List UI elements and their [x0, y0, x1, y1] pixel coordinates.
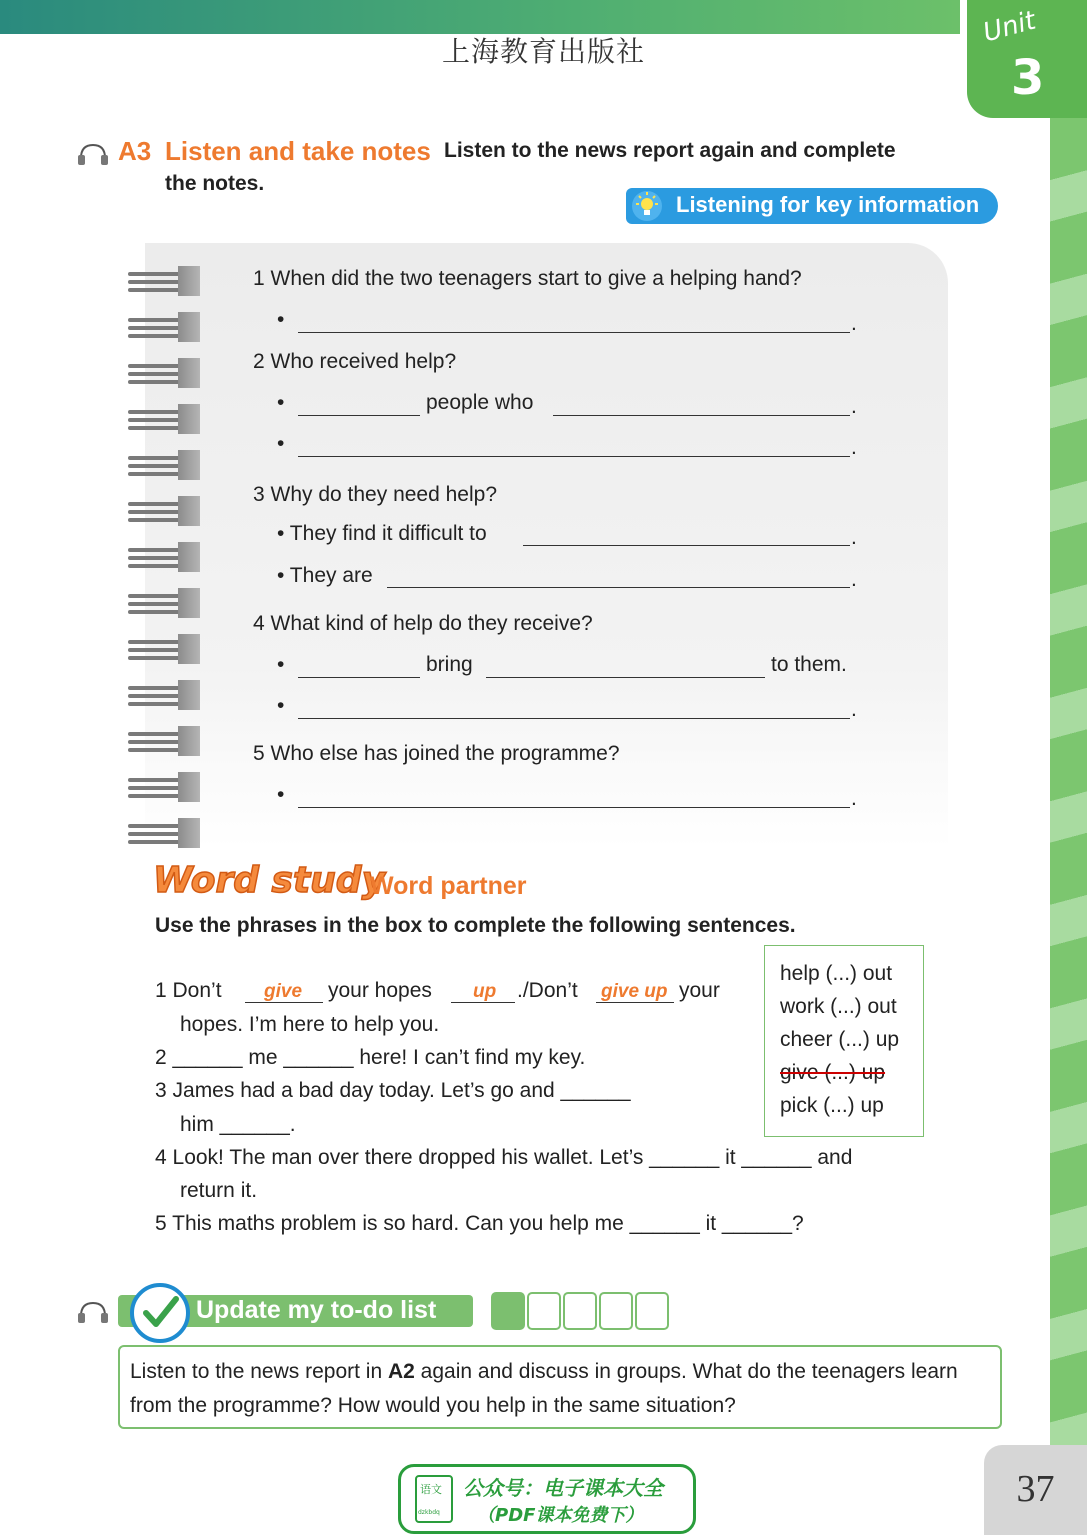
section-instruction-cont: the notes.	[165, 172, 265, 195]
spiral-ring	[128, 588, 200, 618]
sentence-1-cont: hopes. I’m here to help you.	[180, 1013, 440, 1036]
skill-badge-label: Listening for key information	[676, 192, 980, 217]
answer-line[interactable]	[523, 545, 850, 546]
publisher-name: 上海教育出版社	[441, 35, 645, 68]
question-3-bullet-1: • They find it difficult to	[277, 522, 487, 545]
spiral-ring	[128, 772, 200, 802]
headphones-icon[interactable]	[76, 142, 110, 166]
spiral-ring	[128, 404, 200, 434]
sentence-4-cont: return it.	[180, 1179, 258, 1202]
task-suffix: again and discuss in groups. What do the teenagers learn from the programme? How would you help in the same situation?	[130, 1360, 958, 1417]
bullet: •	[277, 308, 285, 331]
answer-line[interactable]	[387, 587, 850, 588]
answer-line[interactable]	[298, 456, 850, 457]
word-study-subtitle: Word partner	[370, 872, 527, 900]
question-4: 4 What kind of help do they receive?	[253, 612, 593, 635]
period: .	[851, 312, 857, 335]
bullet: •	[277, 391, 285, 414]
side-decoration-strip	[1050, 118, 1087, 1445]
answer-line[interactable]	[298, 807, 850, 808]
sentence-2: 2 ______ me ______ here! I can’t find my key.	[155, 1046, 586, 1069]
headphones-icon[interactable]	[76, 1300, 110, 1324]
section-code: A3	[118, 136, 152, 166]
progress-square	[563, 1292, 597, 1330]
task-box	[118, 1345, 1002, 1429]
book-icon-label: 语文	[420, 1483, 442, 1496]
bullet: •	[277, 694, 285, 717]
task-prefix: Listen to the news report in	[130, 1360, 388, 1383]
word-study-instruction: Use the phrases in the box to complete the following sentences.	[155, 914, 796, 937]
progress-square	[599, 1292, 633, 1330]
question-3: 3 Why do they need help?	[253, 483, 498, 506]
progress-square	[491, 1292, 525, 1330]
sentence-1-start: 1 Don’t	[155, 979, 222, 1002]
phrase-box	[764, 945, 924, 1137]
book-icon	[415, 1475, 453, 1523]
spiral-ring	[128, 680, 200, 710]
period: .	[851, 526, 857, 549]
phrase-item-used: give (...) up	[780, 1061, 886, 1084]
page-number: 37	[1016, 1468, 1055, 1510]
sentence-1-end: your	[679, 979, 720, 1002]
checkmark-icon	[130, 1283, 190, 1343]
people-who-text: people who	[426, 391, 534, 414]
spiral-ring	[128, 542, 200, 572]
task-text	[130, 1355, 996, 1423]
sentence-1-mid: your hopes	[328, 979, 432, 1002]
watermark-line-1: 公众号：电子课本大全	[463, 1476, 663, 1500]
answer-line[interactable]	[298, 332, 850, 333]
phrase-item: pick (...) up	[780, 1094, 884, 1117]
page-number-tab	[984, 1445, 1087, 1535]
spiral-ring	[128, 496, 200, 526]
to-them-text: to them.	[771, 653, 847, 676]
spiral-ring	[128, 266, 200, 296]
question-3-bullet-2: • They are	[277, 564, 373, 587]
section-title: Listen and take notes	[165, 136, 431, 166]
bullet: •	[277, 432, 285, 455]
lightbulb-icon	[632, 191, 662, 221]
phrase-item: cheer (...) up	[780, 1028, 900, 1051]
spiral-ring	[128, 726, 200, 756]
period: .	[851, 395, 857, 418]
period: .	[851, 568, 857, 591]
progress-square	[635, 1292, 669, 1330]
question-1: 1 When did the two teenagers start to give a helping hand?	[253, 267, 802, 290]
sentence-5: 5 This maths problem is so hard. Can you help me ______ it ______?	[155, 1212, 804, 1235]
bring-text: bring	[426, 653, 473, 676]
period: .	[851, 436, 857, 459]
answer-line[interactable]	[553, 415, 850, 416]
unit-number: 3	[1011, 50, 1045, 106]
bullet: •	[277, 783, 285, 806]
spiral-ring	[128, 634, 200, 664]
sentence-3: 3 James had a bad day today. Let’s go and ______	[155, 1079, 631, 1102]
example-answer: give up	[601, 981, 668, 1002]
watermark-line-2: （PDF课本免费下）	[477, 1505, 644, 1526]
answer-line[interactable]	[486, 677, 765, 678]
bullet: •	[277, 653, 285, 676]
task-ref: A2	[387, 1360, 415, 1383]
skill-badge	[626, 188, 998, 224]
spiral-ring	[128, 358, 200, 388]
example-answer: give	[264, 981, 303, 1002]
watermark-badge	[398, 1464, 696, 1534]
progress-square	[527, 1292, 561, 1330]
spiral-ring	[128, 818, 200, 848]
answer-line[interactable]	[298, 718, 850, 719]
phrase-item: help (...) out	[780, 962, 893, 985]
spiral-ring	[128, 450, 200, 480]
unit-tab	[967, 0, 1087, 118]
todo-title: Update my to-do list	[196, 1296, 437, 1324]
sentence-4: 4 Look! The man over there dropped his wallet. Let’s ______ it ______ and	[155, 1146, 853, 1169]
period: .	[851, 787, 857, 810]
period: .	[851, 698, 857, 721]
example-answer: up	[473, 981, 497, 1002]
top-banner	[0, 0, 960, 34]
unit-label: Unit	[980, 5, 1039, 49]
book-icon-sub: dzkbdq	[418, 1509, 440, 1516]
sentence-1-mid2: ./Don’t	[517, 979, 578, 1002]
answer-line[interactable]	[298, 677, 420, 678]
phrase-item: work (...) out	[780, 995, 897, 1018]
word-study-title: Word study	[153, 860, 386, 901]
section-instruction: Listen to the news report again and complete	[444, 139, 896, 162]
question-5: 5 Who else has joined the programme?	[253, 742, 620, 765]
sentence-3-cont: him ______.	[180, 1113, 296, 1136]
answer-line[interactable]	[298, 415, 420, 416]
question-2: 2 Who received help?	[253, 350, 457, 373]
spiral-ring	[128, 312, 200, 342]
